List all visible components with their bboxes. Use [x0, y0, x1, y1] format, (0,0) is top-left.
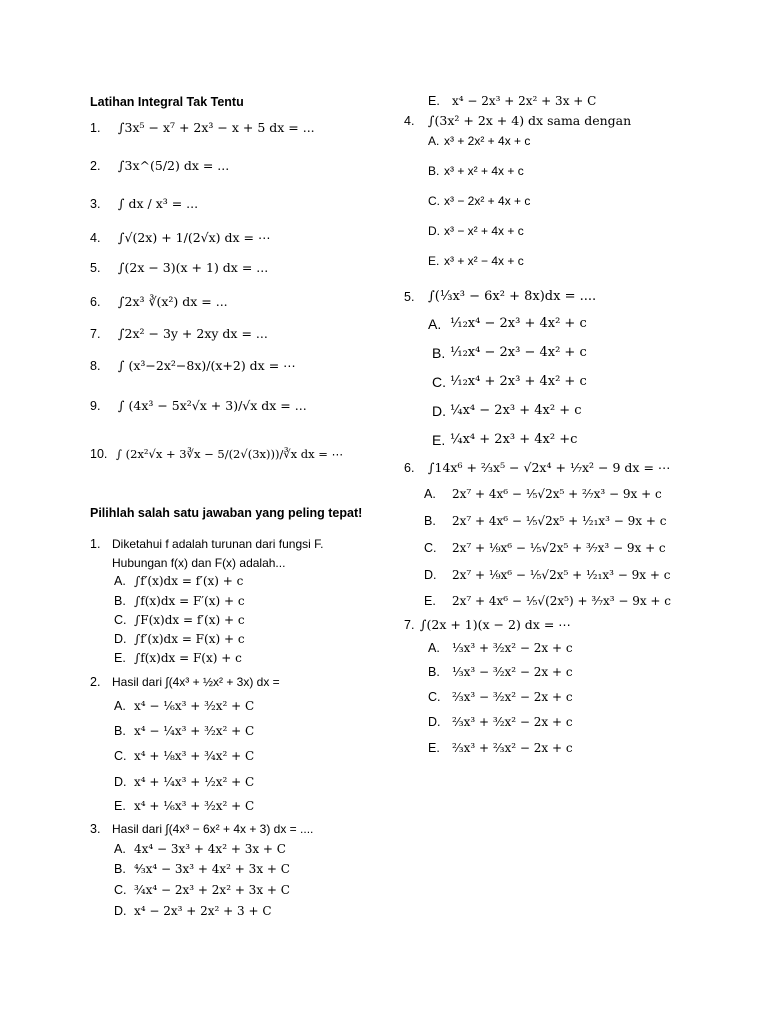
worksheet-page: Latihan Integral Tak Tentu 1. ∫3x⁵ − x⁷ + 2x³ − x + 5 dx = ... 2. ∫3x^(5/2) dx = ... 3. ∫ dx / x³ = ... 4. ∫√(2x) + 1/(2√x) dx = ⋯ 5. ∫(2x − 3)(x + 1) dx = ... 6. ∫2x³ ∛(x²) dx = ... 7. ∫2x² − 3y + 2xy dx = ... 8. ∫ (x³−2x²−8x)/(x+2) dx = ⋯ 9. ∫ (4x³ − 5x²√x + 3)/√x dx = ... 10. ∫ (2x²√x + 3∛x − 5/(2√(3x)))/∛x dx = ⋯ Pilihlah salah satu jawaban yang peling tepat! 1. Diketahui f adalah turunan dari fungsi F. Hubungan f(x) dan F(x) adalah... A. ∫f′(x)dx = f′(x) + c B. ∫f(x)dx = F′(x) + c C. ∫F(x)dx = f′(x) + c D. ∫f′(x)dx = F(x) + c E. ∫f(x)dx = F(x) + c 2. Hasil dari ∫(4x³ + ½x² + 3x) dx = A. x⁴ − ⅙x³ + ³⁄₂x² + C B. x⁴ − ¼x³ + ³⁄₂x² + C C. x⁴ + ⅛x³ + ¾x² + C D. x⁴ + ¼x³ + ½x² + C E. x⁴ + ⅙x³ + ³⁄₂x² + C 3. Hasil dari ∫(4x³ − 6x² + 4x + 3) dx = .... A. 4x⁴ − 3x³ + 4x² + 3x + C B. ⁴⁄₃x⁴ − 3x³ + 4x² + 3x + C C. ¾x⁴ − 2x³ + 2x² + 3x + C D. x⁴ − 2x³ + 2x² + 3 + C E. x⁴ − 2x³ + 2x² + 3x + C 4. ∫(3x² + 2x + 4) dx sama dengan A. x³ + 2x² + 4x + c B. x³ + x² + 4x + c C. x³ − 2x² + 4x + c D. x³ − x² + 4x + c E. x³ + x² − 4x + c 5. ∫(⅓x³ − 6x² + 8x)dx = .... A. ¹⁄₁₂x⁴ − 2x³ + 4x² + c B. ¹⁄₁₂x⁴ − 2x³ − 4x² + c C. ¹⁄₁₂x⁴ + 2x³ + 4x² + c D. ¼x⁴ − 2x³ + 4x² + c E. ¼x⁴ + 2x³ + 4x² +c 6. ∫14x⁶ + ⅔x⁵ − √2x⁴ + ⅐x² − 9 dx = ⋯ A. 2x⁷ + 4x⁶ − ⅕√2x⁵ + ²⁄₇x³ − 9x + c B. 2x⁷ + 4x⁶ − ⅕√2x⁵ + ¹⁄₂₁x³ − 9x + c C. 2x⁷ + ⅑x⁶ − ⅕√2x⁵ + ³⁄₇x³ − 9x + c D. 2x⁷ + ⅑x⁶ − ⅕√2x⁵ + ¹⁄₂₁x³ − 9x + c E. 2x⁷ + 4x⁶ − ⅕√(2x⁵) + ³⁄₇x³ − 9x + c 7. ∫(2x + 1)(x − 2) dx = ⋯ A. ⅓x³ + ³⁄₂x² − 2x + c B. ⅓x³ − ³⁄₂x² − 2x + c C. ⅔x³ − ³⁄₂x² − 2x + c D. ⅔x³ + ³⁄₂x² − 2x + c E. ⅔x³ + ⅔x² − 2x + c	[90, 94, 672, 918]
worksheet-title: Latihan Integral Tak Tentu	[90, 95, 244, 109]
section-title: Pilihlah salah satu jawaban yang peling tepat!	[90, 506, 363, 520]
